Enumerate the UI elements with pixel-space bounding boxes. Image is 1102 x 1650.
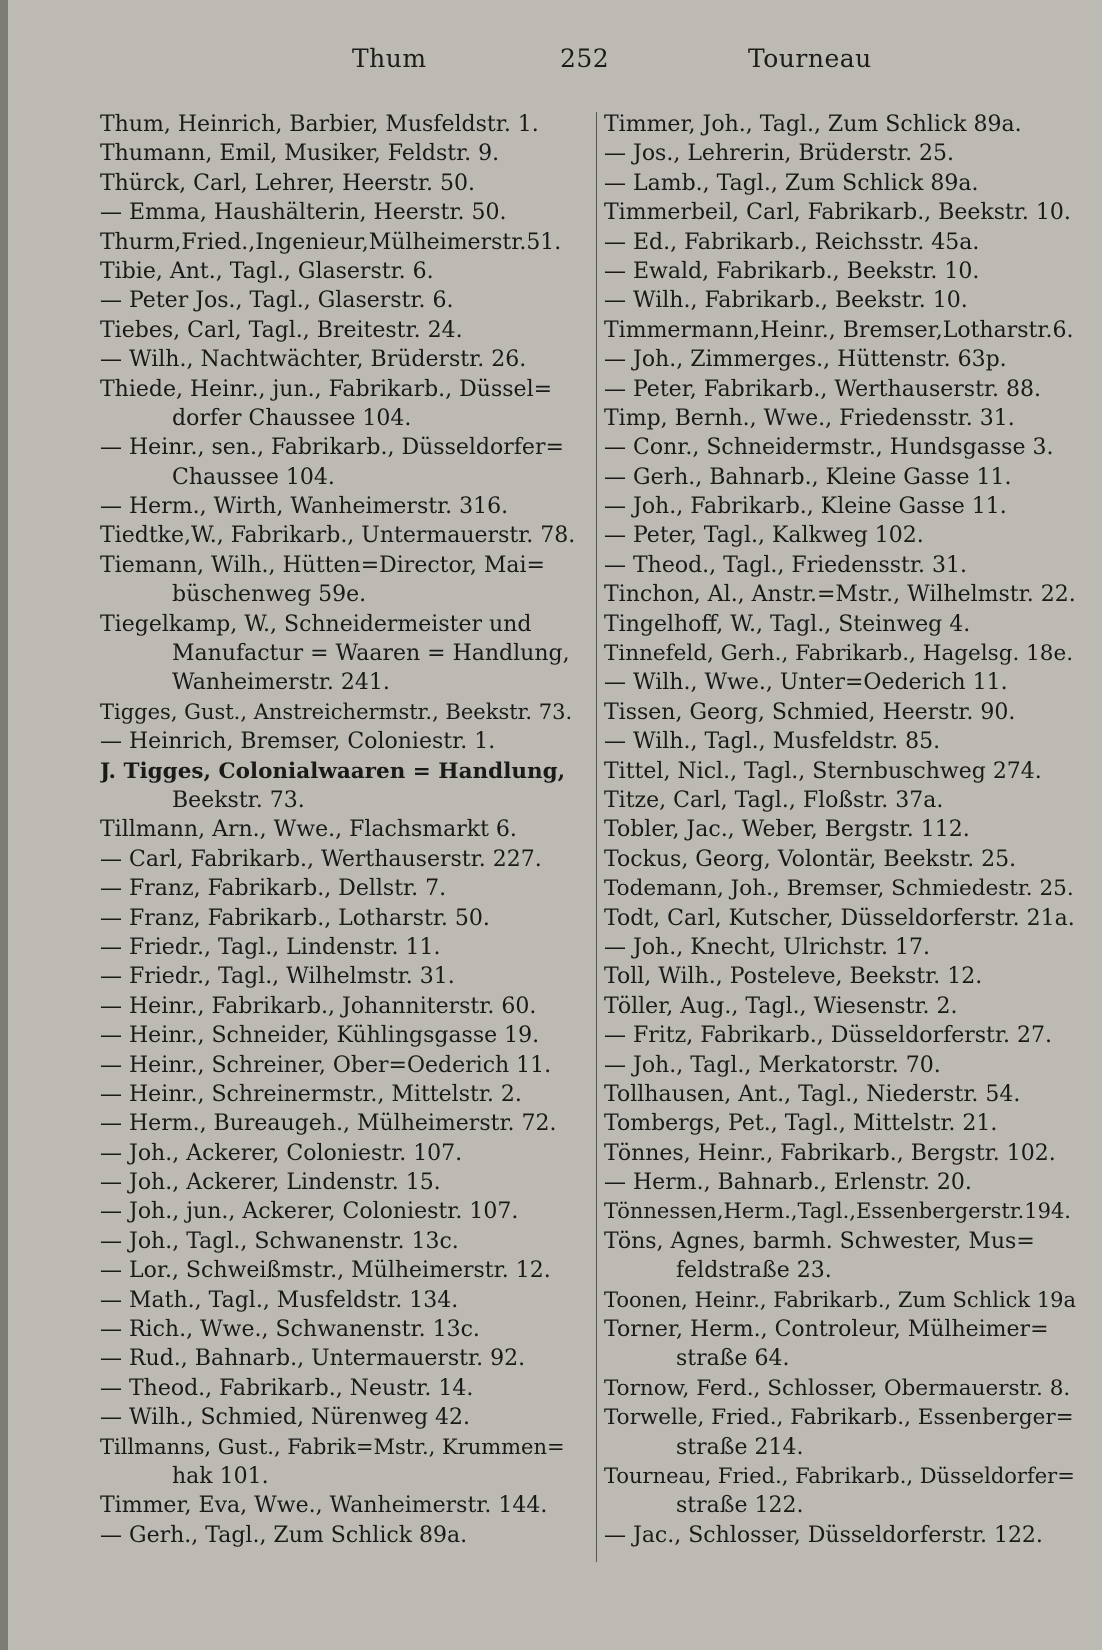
directory-entry: Torwelle, Fried., Fabrikarb., Essenberger= — [604, 1405, 1074, 1431]
directory-entry: Toonen, Heinr., Fabrikarb., Zum Schlick 19a — [604, 1287, 1077, 1312]
entry-continuation-line: hak 101. — [172, 1463, 269, 1489]
header-first-entry: Thum — [352, 44, 427, 73]
page-binding-edge — [0, 0, 8, 1650]
directory-entry: — Peter Jos., Tagl., Glaserstr. 6. — [100, 288, 454, 314]
directory-entry: Timmer, Joh., Tagl., Zum Schlick 89a. — [604, 112, 1022, 137]
directory-entry: Tillmann, Arn., Wwe., Flachsmarkt 6. — [100, 817, 517, 843]
directory-entry: Tollhausen, Ant., Tagl., Niederstr. 54. — [604, 1081, 1021, 1107]
directory-entry: — Theod., Tagl., Friedensstr. 31. — [604, 552, 967, 578]
entry-continuation-line: feldstraße 23. — [676, 1258, 832, 1284]
directory-entry: Toll, Wilh., Posteleve, Beekstr. 12. — [604, 964, 983, 990]
entry-continuation-line: büschenweg 59e. — [172, 582, 367, 608]
directory-entry: Tombergs, Pet., Tagl., Mittelstr. 21. — [604, 1111, 998, 1137]
directory-entry: Töller, Aug., Tagl., Wiesenstr. 2. — [604, 993, 958, 1019]
directory-entry: — Friedr., Tagl., Lindenstr. 11. — [100, 934, 441, 960]
directory-entry: — Ewald, Fabrikarb., Beekstr. 10. — [604, 258, 980, 284]
directory-entry: Timmerbeil, Carl, Fabrikarb., Beekstr. 10. — [604, 200, 1071, 226]
directory-entry: — Peter, Fabrikarb., Werthauserstr. 88. — [604, 376, 1042, 402]
directory-entry: Torner, Herm., Controleur, Mülheimer= — [604, 1317, 1049, 1343]
directory-entry: — Joh., Tagl., Merkatorstr. 70. — [604, 1052, 941, 1078]
directory-entry: — Carl, Fabrikarb., Werthauserstr. 227. — [100, 846, 542, 872]
directory-entry: — Joh., jun., Ackerer, Coloniestr. 107. — [100, 1199, 519, 1225]
directory-entry: Timmer, Eva, Wwe., Wanheimerstr. 144. — [100, 1493, 548, 1519]
directory-entry: Tönnes, Heinr., Fabrikarb., Bergstr. 102. — [604, 1140, 1056, 1166]
directory-entry: — Gerh., Bahnarb., Kleine Gasse 11. — [604, 464, 1012, 490]
directory-entry: — Friedr., Tagl., Wilhelmstr. 31. — [100, 964, 455, 990]
directory-entry: Tiedtke,W., Fabrikarb., Untermauerstr. 78. — [100, 523, 575, 549]
directory-entry: Tingelhoff, W., Tagl., Steinweg 4. — [604, 611, 971, 637]
directory-entry: — Theod., Fabrikarb., Neustr. 14. — [100, 1375, 474, 1401]
directory-entry: Thumann, Emil, Musiker, Feldstr. 9. — [100, 141, 500, 167]
directory-entry: Tönnessen,Herm.,Tagl.,Essenbergerstr.194. — [604, 1199, 1071, 1224]
directory-entry: — Joh., Knecht, Ulrichstr. 17. — [604, 934, 930, 960]
directory-entry: Thiede, Heinr., jun., Fabrikarb., Düssel= — [100, 376, 553, 402]
directory-entry: Thum, Heinrich, Barbier, Musfeldstr. 1. — [100, 112, 539, 137]
directory-entry: — Lor., Schweißmstr., Mülheimerstr. 12. — [100, 1258, 551, 1284]
directory-entry: — Heinr., Schreiner, Ober=Oederich 11. — [100, 1052, 552, 1078]
entry-continuation-line: straße 64. — [676, 1346, 790, 1372]
directory-entry: Tourneau, Fried., Fabrikarb., Düsseldorfer= — [604, 1463, 1075, 1488]
directory-entry: Tigges, Gust., Anstreichermstr., Beekstr. 73. — [100, 699, 573, 724]
directory-entry: — Heinr., Fabrikarb., Johanniterstr. 60. — [100, 993, 537, 1019]
entry-continuation-line: straße 214. — [676, 1434, 804, 1460]
entry-continuation-line: dorfer Chaussee 104. — [172, 405, 412, 431]
directory-entry: — Joh., Tagl., Schwanenstr. 13c. — [100, 1228, 459, 1254]
directory-entry: — Joh., Ackerer, Lindenstr. 15. — [100, 1170, 441, 1196]
directory-entry: Töns, Agnes, barmh. Schwester, Mus= — [604, 1228, 1035, 1254]
directory-entry: — Wilh., Fabrikarb., Beekstr. 10. — [604, 288, 968, 314]
directory-entry: Tittel, Nicl., Tagl., Sternbuschweg 274. — [604, 758, 1042, 784]
directory-entry: Thurm,Fried.,Ingenieur,Mülheimerstr.51. — [100, 229, 562, 255]
directory-entry: — Wilh., Tagl., Musfeldstr. 85. — [604, 729, 941, 755]
directory-entry: — Rich., Wwe., Schwanenstr. 13c. — [100, 1317, 480, 1343]
directory-entry: — Heinr., sen., Fabrikarb., Düsseldorfer= — [100, 435, 564, 461]
directory-entry: — Emma, Haushälterin, Heerstr. 50. — [100, 200, 507, 226]
entry-continuation-line: Wanheimerstr. 241. — [172, 670, 390, 696]
directory-entry: — Herm., Wirth, Wanheimerstr. 316. — [100, 494, 509, 520]
directory-entry: Tiemann, Wilh., Hütten=Director, Mai= — [100, 552, 545, 578]
directory-entry: — Heinr., Schneider, Kühlingsgasse 19. — [100, 1023, 540, 1049]
directory-entry: Todt, Carl, Kutscher, Düsseldorferstr. 21a. — [604, 905, 1075, 931]
directory-entry: — Heinrich, Bremser, Coloniestr. 1. — [100, 729, 496, 755]
directory-entry: Tillmanns, Gust., Fabrik=Mstr., Krummen= — [100, 1434, 565, 1459]
directory-entry: Tissen, Georg, Schmied, Heerstr. 90. — [604, 699, 1016, 725]
directory-entry: — Wilh., Wwe., Unter=Oederich 11. — [604, 670, 1008, 696]
header-last-entry: Tourneau — [748, 44, 872, 73]
directory-entry: — Wilh., Schmied, Nürenweg 42. — [100, 1405, 471, 1431]
directory-entry: Tinchon, Al., Anstr.=Mstr., Wilhelmstr. 22. — [604, 582, 1076, 608]
directory-entry: Tinnefeld, Gerh., Fabrikarb., Hagelsg. 18e. — [604, 641, 1074, 667]
directory-entry: — Rud., Bahnarb., Untermauerstr. 92. — [100, 1346, 526, 1372]
page-header — [0, 44, 1102, 84]
directory-entry: Timmermann,Heinr., Bremser,Lotharstr.6. — [604, 317, 1074, 343]
directory-entry: Timp, Bernh., Wwe., Friedensstr. 31. — [604, 405, 1015, 431]
directory-entry: Tobler, Jac., Weber, Bergstr. 112. — [604, 817, 970, 843]
directory-entry: — Franz, Fabrikarb., Lotharstr. 50. — [100, 905, 490, 931]
directory-entry: — Joh., Fabrikarb., Kleine Gasse 11. — [604, 494, 1007, 520]
entry-continuation-line: Chaussee 104. — [172, 464, 335, 490]
directory-entry: — Herm., Bureaugeh., Mülheimerstr. 72. — [100, 1111, 557, 1137]
directory-entry: — Heinr., Schreinermstr., Mittelstr. 2. — [100, 1081, 522, 1107]
directory-entry: — Lamb., Tagl., Zum Schlick 89a. — [604, 170, 979, 196]
directory-entry: Tornow, Ferd., Schlosser, Obermauerstr. 8. — [604, 1375, 1071, 1401]
directory-entry: — Jos., Lehrerin, Brüderstr. 25. — [604, 141, 955, 167]
left-column — [100, 110, 575, 1550]
directory-entry: Tiebes, Carl, Tagl., Breitestr. 24. — [100, 317, 463, 343]
page-number: 252 — [560, 44, 610, 73]
directory-entry: — Ed., Fabrikarb., Reichsstr. 45a. — [604, 229, 980, 255]
entry-continuation-line: Manufactur = Waaren = Handlung, — [172, 641, 570, 667]
directory-entry: — Joh., Ackerer, Coloniestr. 107. — [100, 1140, 463, 1166]
directory-entry: — Math., Tagl., Musfeldstr. 134. — [100, 1287, 459, 1313]
directory-entry: Thürck, Carl, Lehrer, Heerstr. 50. — [100, 170, 476, 196]
directory-entry: — Herm., Bahnarb., Erlenstr. 20. — [604, 1170, 972, 1196]
directory-entry: Tibie, Ant., Tagl., Glaserstr. 6. — [100, 258, 434, 284]
column-divider — [596, 112, 597, 1562]
directory-entry: Tockus, Georg, Volontär, Beekstr. 25. — [604, 846, 1017, 872]
entry-continuation-line: Beekstr. 73. — [172, 787, 305, 813]
directory-entry: — Joh., Zimmerges., Hüttenstr. 63p. — [604, 347, 1007, 373]
directory-entry: Tiegelkamp, W., Schneidermeister und — [100, 611, 532, 637]
entry-continuation-line: straße 122. — [676, 1493, 804, 1519]
directory-entry: — Conr., Schneidermstr., Hundsgasse 3. — [604, 435, 1054, 461]
right-column — [604, 110, 1079, 1550]
directory-entry: — Peter, Tagl., Kalkweg 102. — [604, 523, 924, 549]
directory-entry: — Franz, Fabrikarb., Dellstr. 7. — [100, 876, 447, 902]
directory-entry: Titze, Carl, Tagl., Floßstr. 37a. — [604, 787, 944, 813]
directory-entry: J. Tigges, Colonialwaaren = Handlung, — [100, 758, 566, 784]
directory-entry: — Wilh., Nachtwächter, Brüderstr. 26. — [100, 347, 527, 373]
directory-entry: Todemann, Joh., Bremser, Schmiedestr. 25. — [604, 876, 1074, 902]
directory-entry: — Fritz, Fabrikarb., Düsseldorferstr. 27. — [604, 1023, 1052, 1049]
directory-entry: — Gerh., Tagl., Zum Schlick 89a. — [100, 1522, 468, 1548]
directory-entry: — Jac., Schlosser, Düsseldorferstr. 122. — [604, 1522, 1043, 1548]
